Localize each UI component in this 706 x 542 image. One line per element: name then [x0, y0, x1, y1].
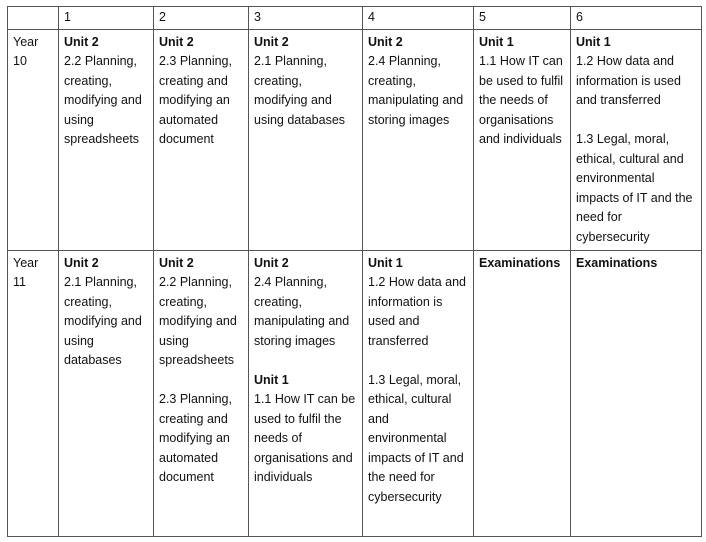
header-term-3: 3 — [249, 7, 363, 30]
year-11-term-3-cell — [249, 250, 363, 536]
year-11-row — [8, 250, 702, 536]
unit-label: Unit 2 — [254, 255, 289, 270]
topic-text: 1.2 How data and information is used and transferred — [576, 54, 681, 107]
topic-text: 2.3 Planning, creating and modifying an automated document — [159, 54, 232, 146]
year-10-term-6-cell — [571, 29, 702, 250]
year-10-term-1-cell — [59, 29, 154, 250]
year-11-term-6-cell — [571, 250, 702, 536]
unit-label: Unit 2 — [254, 34, 289, 49]
year-10-label: Year 10 — [8, 29, 59, 250]
unit-label: Unit 2 — [64, 34, 99, 49]
year-10-term-2-cell — [154, 29, 249, 250]
topic-text: 1.3 Legal, moral, ethical, cultural and environmental impacts of IT and the need for cybersecurity — [368, 372, 464, 504]
examinations-label: Examinations — [479, 255, 561, 270]
curriculum-table-wrapper — [7, 6, 702, 537]
header-term-1: 1 — [59, 7, 154, 30]
header-term-4: 4 — [363, 7, 474, 30]
unit-label: Unit 2 — [159, 255, 194, 270]
year-11-term-2-cell — [154, 250, 249, 536]
header-term-2: 2 — [154, 7, 249, 30]
spacer — [576, 111, 696, 131]
year-10-row — [8, 29, 702, 250]
year-11-term-4-cell — [363, 250, 474, 536]
spacer — [368, 351, 468, 371]
curriculum-table — [7, 6, 702, 537]
spacer — [159, 371, 243, 391]
header-corner — [8, 7, 59, 30]
year-10-term-4-cell — [363, 29, 474, 250]
unit-label: Unit 2 — [368, 34, 403, 49]
topic-text: 2.4 Planning, creating, manipulating and storing images — [254, 275, 350, 348]
year-11-label: Year 11 — [8, 250, 59, 536]
topic-text: 1.2 How data and information is used and transferred — [368, 275, 466, 348]
examinations-label: Examinations — [576, 255, 658, 270]
topic-text: 2.3 Planning, creating and modifying an automated document — [159, 392, 232, 484]
year-11-term-5-cell — [474, 250, 571, 536]
topic-text: 2.1 Planning, creating, modifying and using databases — [64, 275, 142, 367]
unit-label: Unit 1 — [479, 34, 514, 49]
unit-label: Unit 1 — [368, 255, 403, 270]
spacer — [254, 351, 357, 371]
header-term-6: 6 — [571, 7, 702, 30]
topic-text: 2.4 Planning, creating, manipulating and storing images — [368, 54, 464, 127]
unit-label: Unit 1 — [254, 372, 289, 387]
year-10-term-5-cell — [474, 29, 571, 250]
unit-label: Unit 2 — [64, 255, 99, 270]
year-10-term-3-cell — [249, 29, 363, 250]
topic-text: 2.2 Planning, creating, modifying and using spreadsheets — [64, 54, 142, 146]
unit-label: Unit 1 — [576, 34, 611, 49]
year-11-term-1-cell — [59, 250, 154, 536]
header-row — [8, 7, 702, 30]
topic-text: 2.2 Planning, creating, modifying and using spreadsheets — [159, 275, 237, 367]
topic-text: 1.3 Legal, moral, ethical, cultural and environmental impacts of IT and the need for cybersecurity — [576, 132, 693, 244]
topic-text: 2.1 Planning, creating, modifying and using databases — [254, 54, 346, 127]
topic-text: 1.1 How IT can be used to fulfil the needs of organisations and individuals — [254, 392, 356, 484]
topic-text: 1.1 How IT can be used to fulfil the needs of organisations and individuals — [479, 54, 564, 146]
unit-label: Unit 2 — [159, 34, 194, 49]
header-term-5: 5 — [474, 7, 571, 30]
